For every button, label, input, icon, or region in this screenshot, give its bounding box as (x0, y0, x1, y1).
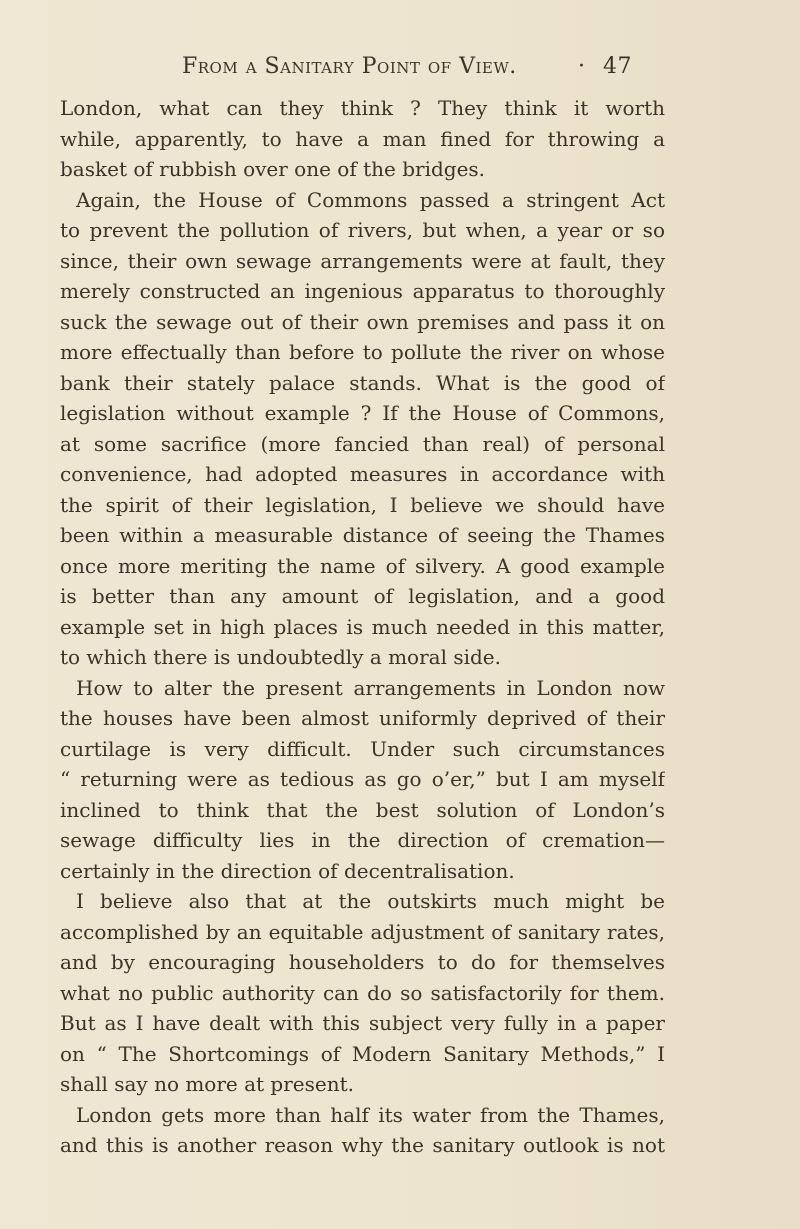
text-line: London, what can they think ? They think it worth (60, 96, 665, 120)
text-line: But as I have dealt with this subject very fully in a paper (60, 1011, 665, 1035)
text-line: I believe also that at the outskirts much might be (76, 889, 665, 913)
text-line: and this is another reason why the sanitary outlook is not (60, 1133, 665, 1157)
text-line: bank their stately palace stands. What is the good of (60, 370, 665, 395)
text-line: at some sacrifice (more fancied than real) of personal (60, 431, 665, 456)
text-line: merely constructed an ingenious apparatus to thoroughly (60, 279, 665, 303)
text-line: accomplished by an equitable adjustment of sanitary rates, (60, 919, 665, 944)
text-line: example set in high places is much needed in this matter, (60, 614, 665, 639)
text-line: convenience, had adopted measures in accordance with (60, 462, 665, 486)
text-line: the spirit of their legislation, I believe we should have (60, 492, 665, 517)
text-line: the houses have been almost uniformly deprived of their (60, 706, 665, 730)
text-line: more effectually than before to pollute the river on whose (60, 340, 665, 364)
text-line: to prevent the pollution of rivers, but when, a year or so (60, 218, 665, 242)
text-line: Again, the House of Commons passed a stringent Act (76, 187, 665, 212)
text-line: basket of rubbish over one of the bridges. (60, 157, 486, 181)
running-title: From a Sanitary Point of View. (182, 54, 517, 79)
text-line: shall say no more at present. (60, 1072, 354, 1096)
text-line: been within a measurable distance of seeing the Thames (60, 523, 665, 547)
text-line: curtilage is very difficult. Under such circumstances (60, 736, 665, 761)
text-line: London gets more than half its water from the Thames, (76, 1102, 665, 1127)
text-line: to which there is undoubtedly a moral side. (60, 645, 501, 669)
text-line: since, their own sewage arrangements were at fault, they (60, 248, 665, 273)
text-line: legislation without example ? If the House of Commons, (60, 401, 665, 425)
text-line: what no public authority can do so satisfactorily for them. (60, 980, 665, 1005)
page-number: 47 (603, 54, 632, 79)
text-line: “ returning were as tedious as go o’er,” but I am myself (60, 767, 665, 791)
header-separator: · (578, 54, 586, 79)
text-line: inclined to think that the best solution of London’s (60, 797, 665, 822)
text-line: suck the sewage out of their own premises and pass it on (60, 309, 665, 334)
text-line: sewage difficulty lies in the direction of cremation— (60, 828, 665, 852)
text-line: certainly in the direction of decentralisation. (60, 858, 515, 883)
body-text (60, 93, 665, 1157)
running-head (182, 54, 662, 84)
text-line: is better than any amount of legislation, and a good (60, 584, 665, 608)
text-line: once more meriting the name of silvery. A good example (60, 553, 665, 578)
text-line: and by encouraging householders to do for themselves (60, 950, 665, 974)
text-line: How to alter the present arrangements in London now (76, 675, 665, 700)
text-line: while, apparently, to have a man fined for throwing a (60, 126, 665, 151)
text-line: on “ The Shortcomings of Modern Sanitary Methods,” I (60, 1041, 665, 1066)
